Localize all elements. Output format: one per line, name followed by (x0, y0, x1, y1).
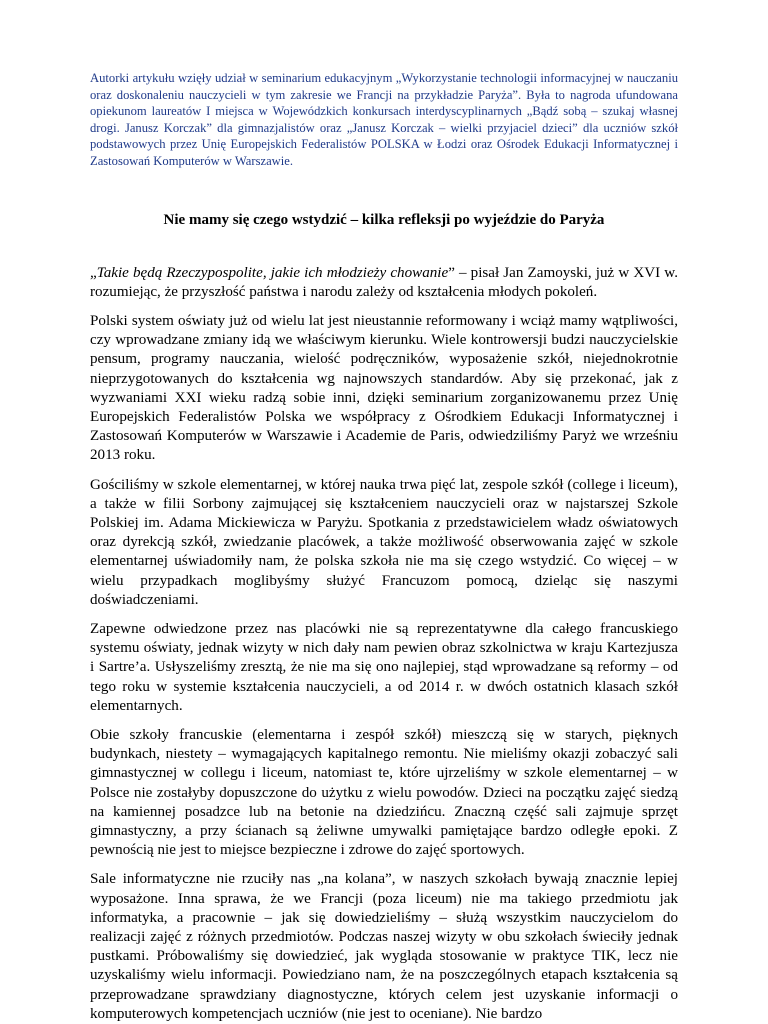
paragraph-2: Gościliśmy w szkole elementarnej, w której nauka trwa pięć lat, zespole szkół (college i liceum), a także w filii Sorbony zajmującej się kształceniem nauczycieli oraz w najstarszej Szkole Polskiej im. Adama Mickiewicza w Paryżu. Spotkania z przedstawicielem władz oświatowych oraz dyrekcją szkół, zwiedzanie placówek, a także możliwość obserwowania zajęć w szkole elementarnej uświadomiły nam, że polska szkoła nie ma się czego wstydzić. Co więcej – w wielu przypadkach moglibyśmy służyć Francuzom pomocą, dzieląc się naszymi doświadczeniami. (90, 476, 678, 608)
paragraph-4: Obie szkoły francuskie (elementarna i zespół szkół) mieszczą się w starych, pięknych budynkach, niestety – wymagających kapitalnego remontu. Nie mieliśmy okazji zobaczyć sali gimnastycznej w collegu i liceum, natomiast te, które ujrzeliśmy w szkole elementarnej – w Polsce nie zostałyby dopuszczone do użytku z wielu powodów. Dzieci na początku zajęć siedzą na kamiennej posadzce lub na betonie na dziedzińcu. Znaczną część sali zajmuje sprzęt gimnastyczny, a przy ścianach są żeliwne umywalki pamiętające bardzo odległe epoki. Z pewnością nie jest to miejsce bezpieczne i zdrowe do zajęć sportowych. (90, 727, 678, 859)
quote-attribution: ” – pisał Jan Zamoyski, już w XVI w. rozumiejąc, że przyszłość państwa i narodu zależy od kształcenia młodych pokoleń. (90, 264, 678, 300)
paragraph-5: Sale informatyczne nie rzuciły nas „na kolana”, w naszych szkołach bywają znacznie lepiej wyposażone. Inna sprawa, że we Francji (poza liceum) nie ma takiego przedmiotu jak informatyka, a pracownie – jak się dowiedzieliśmy – służą wszystkim nauczycielom do realizacji zajęć z różnych przedmiotów. Podczas naszej wizyty w obu szkołach świeciły jednak pustkami. Próbowaliśmy się dowiedzieć, jak wygląda stosowanie w praktyce TIK, lecz nie uzyskaliśmy wielu informacji. Powiedziano nam, że na poszczególnych etapach kształcenia są przeprowadzane sprawdziany diagnostyczne, których celem jest uzyskanie informacji o komputerowych kompetencjach uczniów (nie jest to oceniane). Nie bardzo (90, 871, 678, 1022)
intro-note: Autorki artykułu wzięły udział w seminarium edukacyjnym „Wykorzystanie technologii informacyjnej w nauczaniu oraz doskonaleniu nauczycieli w tym zakresie we Francji na przykładzie Paryża”. Była to nagroda ufundowana opiekunom laureatów I miejsca w Wojewódzkich konkursach interdyscyplinarnych „Bądź sobą – szukaj własnej drogi. Janusz Korczak” dla gimnazjalistów oraz „Janusz Korczak – wielki przyjaciel dzieci” dla uczniów szkół podstawowych przez Unię Europejskich Federalistów POLSKA w Łodzi oraz Ośrodek Edukacji Informatycznej i Zastosowań Komputerów w Warszawie. (90, 71, 678, 168)
quote-open-mark: „ (90, 264, 97, 281)
document-page (90, 70, 678, 1024)
article-title: Nie mamy się czego wstydzić – kilka refleksji po wyjeździe do Paryża (163, 211, 605, 228)
opening-quote-paragraph (90, 264, 678, 302)
paragraph-1: Polski system oświaty już od wielu lat jest nieustannie reformowany i wciąż mamy wątpliwości, czy wprowadzane zmiany idą we właściwym kierunku. Wiele kontrowersji budzi nauczycielskie pensum, programy nauczania, wielość podręczników, wyposażenie szkół, niejednokrotnie nieprzygotowanych do kształcenia wg najnowszych standardów. Aby się przekonać, jak z wyzwaniami XXI wieku radzą sobie inni, dzięki seminarium zorganizowanemu przez Unię Europejskich Federalistów Polska we współpracy z Ośrodkiem Edukacji Informatycznej i Zastosowań Komputerów w Warszawie i Academie de Paris, odwiedziliśmy Paryż we wrześniu 2013 roku. (90, 312, 678, 464)
paragraph-3: Zapewne odwiedzone przez nas placówki nie są reprezentatywne dla całego francuskiego systemu oświaty, jednak wizyty w nich dały nam pewien obraz szkolnictwa w kraju Kartezjusza i Sartre’a. Usłyszeliśmy zresztą, że nie ma się ono najlepiej, stąd wprowadzane są reformy – od tego roku w systemie kształcenia nauczycieli, a od 2014 r. w dwóch ostatnich klasach szkół elementarnych. (90, 621, 678, 714)
zamoyski-quote: Takie będą Rzeczypospolite, jakie ich młodzieży chowanie (96, 264, 449, 281)
